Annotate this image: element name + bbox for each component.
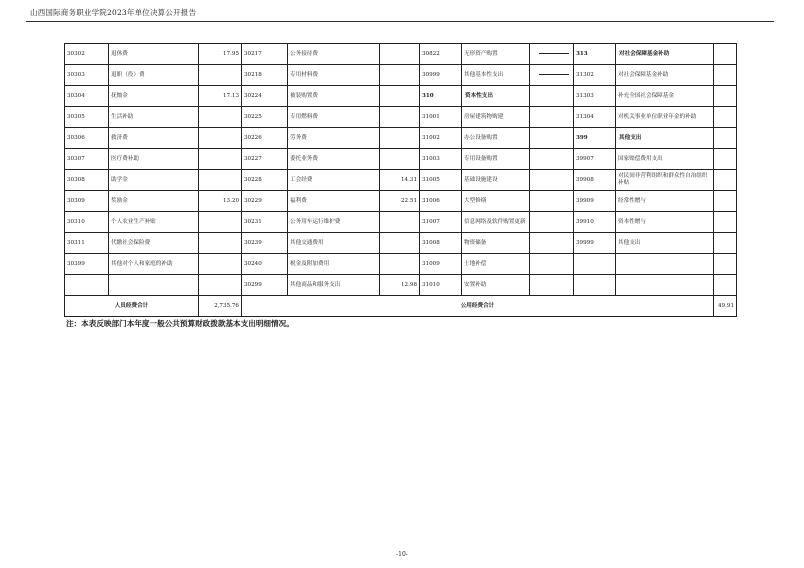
name-cell: 其他支出 (616, 233, 714, 254)
code-cell: 30227 (242, 149, 288, 170)
table-footnote: 注：本表反映部门本年度一般公共预算财政拨款基本支出明细情况。 (66, 319, 294, 328)
amount-cell (714, 170, 737, 191)
code-cell: 30303 (65, 65, 109, 86)
name-cell: 其他基本性支出 (462, 65, 530, 86)
name-cell: 生活补助 (109, 107, 199, 128)
name-cell: 大型修缮 (462, 191, 530, 212)
table-row (65, 149, 737, 170)
amount-cell (199, 107, 242, 128)
amount-cell: 17.95 (199, 44, 242, 65)
name-cell (616, 254, 714, 275)
table-row (65, 65, 737, 86)
name-cell: 国家赔偿费用支出 (616, 149, 714, 170)
name-cell: 其他支出 (616, 128, 714, 149)
name-cell: 公务接待费 (288, 44, 380, 65)
code-cell (574, 254, 616, 275)
amount-cell (199, 65, 242, 86)
amount-cell: 22.51 (380, 191, 420, 212)
name-cell: 其他商品和服务支出 (288, 275, 380, 296)
amount-cell (380, 44, 420, 65)
code-cell: 31001 (420, 107, 462, 128)
code-cell: 30307 (65, 149, 109, 170)
name-cell: 公务用车运行维护费 (288, 212, 380, 233)
name-cell: 资本性支出 (462, 86, 530, 107)
name-cell: 办公设备购置 (462, 128, 530, 149)
amount-cell (714, 191, 737, 212)
code-cell: 30299 (242, 275, 288, 296)
amount-cell (380, 107, 420, 128)
name-cell: 经常性赠与 (616, 191, 714, 212)
amount-cell (530, 275, 574, 296)
code-cell: 31302 (574, 65, 616, 86)
name-cell: 抚恤金 (109, 86, 199, 107)
code-cell: 39910 (574, 212, 616, 233)
code-cell: 30304 (65, 86, 109, 107)
code-cell: 39907 (574, 149, 616, 170)
amount-cell (199, 149, 242, 170)
personnel-total-value: 2,735.76 (199, 296, 242, 317)
code-cell: 30218 (242, 65, 288, 86)
amount-cell (530, 65, 574, 86)
code-cell: 30229 (242, 191, 288, 212)
amount-cell (380, 65, 420, 86)
code-cell (574, 275, 616, 296)
header-divider (26, 21, 774, 22)
amount-cell (199, 170, 242, 191)
public-total-label: 公用经费合计 (242, 296, 714, 317)
page-number: -10- (396, 551, 408, 558)
name-cell: 代缴社会保险费 (109, 233, 199, 254)
name-cell: 资本性赠与 (616, 212, 714, 233)
name-cell: 税金及附加费用 (288, 254, 380, 275)
name-cell: 对社会保障基金补助 (616, 65, 714, 86)
code-cell: 31303 (574, 86, 616, 107)
table-row (65, 170, 737, 191)
code-cell: 30302 (65, 44, 109, 65)
amount-cell (199, 212, 242, 233)
name-cell: 医疗费补助 (109, 149, 199, 170)
code-cell: 30240 (242, 254, 288, 275)
amount-cell (714, 275, 737, 296)
code-cell: 31007 (420, 212, 462, 233)
amount-cell (530, 170, 574, 191)
code-cell: 31005 (420, 170, 462, 191)
code-cell (65, 275, 109, 296)
name-cell (109, 275, 199, 296)
amount-cell (530, 86, 574, 107)
code-cell: 30308 (65, 170, 109, 191)
code-cell: 30239 (242, 233, 288, 254)
name-cell: 房屋建筑物购建 (462, 107, 530, 128)
amount-cell: 14.31 (380, 170, 420, 191)
name-cell: 基础设施建设 (462, 170, 530, 191)
name-cell: 物资储备 (462, 233, 530, 254)
amount-cell (530, 107, 574, 128)
amount-cell (380, 212, 420, 233)
totals-row (65, 296, 737, 317)
amount-cell: 12.98 (380, 275, 420, 296)
amount-cell (199, 128, 242, 149)
code-cell: 39999 (574, 233, 616, 254)
amount-cell (199, 233, 242, 254)
code-cell: 30231 (242, 212, 288, 233)
table-row (65, 107, 737, 128)
amount-cell (530, 212, 574, 233)
code-cell: 310 (420, 86, 462, 107)
name-cell: 工会经费 (288, 170, 380, 191)
code-cell: 31008 (420, 233, 462, 254)
code-cell: 399 (574, 128, 616, 149)
name-cell: 对社会保障基金补助 (616, 44, 714, 65)
name-cell: 无形资产购置 (462, 44, 530, 65)
table-row (65, 275, 737, 296)
amount-cell (530, 128, 574, 149)
amount-cell (380, 149, 420, 170)
code-cell: 31006 (420, 191, 462, 212)
name-cell: 退休费 (109, 44, 199, 65)
table-row (65, 128, 737, 149)
name-cell (616, 275, 714, 296)
name-cell: 专用材料费 (288, 65, 380, 86)
amount-cell (714, 212, 737, 233)
table-row (65, 254, 737, 275)
name-cell: 劳务费 (288, 128, 380, 149)
code-cell: 30305 (65, 107, 109, 128)
amount-cell (714, 44, 737, 65)
name-cell: 补充全国社会保障基金 (616, 86, 714, 107)
name-cell: 被装购置费 (288, 86, 380, 107)
name-cell: 专用燃料费 (288, 107, 380, 128)
code-cell: 31010 (420, 275, 462, 296)
amount-cell (714, 86, 737, 107)
table-row (65, 86, 737, 107)
name-cell: 救济费 (109, 128, 199, 149)
name-cell: 信息网络及软件购置更新 (462, 212, 530, 233)
amount-cell (714, 128, 737, 149)
code-cell: 30217 (242, 44, 288, 65)
amount-cell (380, 128, 420, 149)
amount-cell (714, 65, 737, 86)
code-cell: 30306 (65, 128, 109, 149)
expenditure-detail-table (64, 43, 737, 317)
code-cell: 39909 (574, 191, 616, 212)
public-total-value: 49.91 (714, 296, 737, 317)
code-cell: 30225 (242, 107, 288, 128)
personnel-total-label: 人员经费合计 (65, 296, 199, 317)
code-cell: 30999 (420, 65, 462, 86)
name-cell: 安置补助 (462, 275, 530, 296)
name-cell: 个人农业生产补贴 (109, 212, 199, 233)
report-header-title: 山西国际商务职业学院2023年单位决算公开报告 (30, 8, 197, 17)
name-cell: 专用设备购置 (462, 149, 530, 170)
code-cell: 30309 (65, 191, 109, 212)
code-cell: 30822 (420, 44, 462, 65)
code-cell: 30310 (65, 212, 109, 233)
code-cell: 31009 (420, 254, 462, 275)
dash-mark (539, 53, 569, 54)
dash-mark (539, 74, 569, 75)
name-cell: 对民间非营利组织和群众性自治组织补贴 (616, 170, 714, 191)
code-cell: 31304 (574, 107, 616, 128)
table-row (65, 233, 737, 254)
code-cell: 39908 (574, 170, 616, 191)
amount-cell (380, 86, 420, 107)
code-cell: 30224 (242, 86, 288, 107)
name-cell: 福利费 (288, 191, 380, 212)
amount-cell (714, 233, 737, 254)
amount-cell (380, 254, 420, 275)
amount-cell (199, 275, 242, 296)
code-cell: 30226 (242, 128, 288, 149)
amount-cell (530, 191, 574, 212)
code-cell: 313 (574, 44, 616, 65)
amount-cell (530, 149, 574, 170)
amount-cell: 13.20 (199, 191, 242, 212)
name-cell: 奖励金 (109, 191, 199, 212)
amount-cell (530, 233, 574, 254)
name-cell: 其他交通费用 (288, 233, 380, 254)
amount-cell: 17.13 (199, 86, 242, 107)
amount-cell (530, 254, 574, 275)
table-body (65, 44, 737, 317)
amount-cell (380, 233, 420, 254)
table-row (65, 212, 737, 233)
name-cell: 助学金 (109, 170, 199, 191)
name-cell: 退职（役）费 (109, 65, 199, 86)
code-cell: 31002 (420, 128, 462, 149)
table-row (65, 191, 737, 212)
table-row (65, 44, 737, 65)
code-cell: 30311 (65, 233, 109, 254)
amount-cell (714, 254, 737, 275)
amount-cell (714, 107, 737, 128)
amount-cell (714, 149, 737, 170)
name-cell: 土地补偿 (462, 254, 530, 275)
amount-cell (530, 44, 574, 65)
code-cell: 31003 (420, 149, 462, 170)
name-cell: 对机关事业单位职业年金的补助 (616, 107, 714, 128)
code-cell: 30228 (242, 170, 288, 191)
code-cell: 30399 (65, 254, 109, 275)
name-cell: 其他对个人和家庭的补助 (109, 254, 199, 275)
name-cell: 委托业务费 (288, 149, 380, 170)
amount-cell (199, 254, 242, 275)
